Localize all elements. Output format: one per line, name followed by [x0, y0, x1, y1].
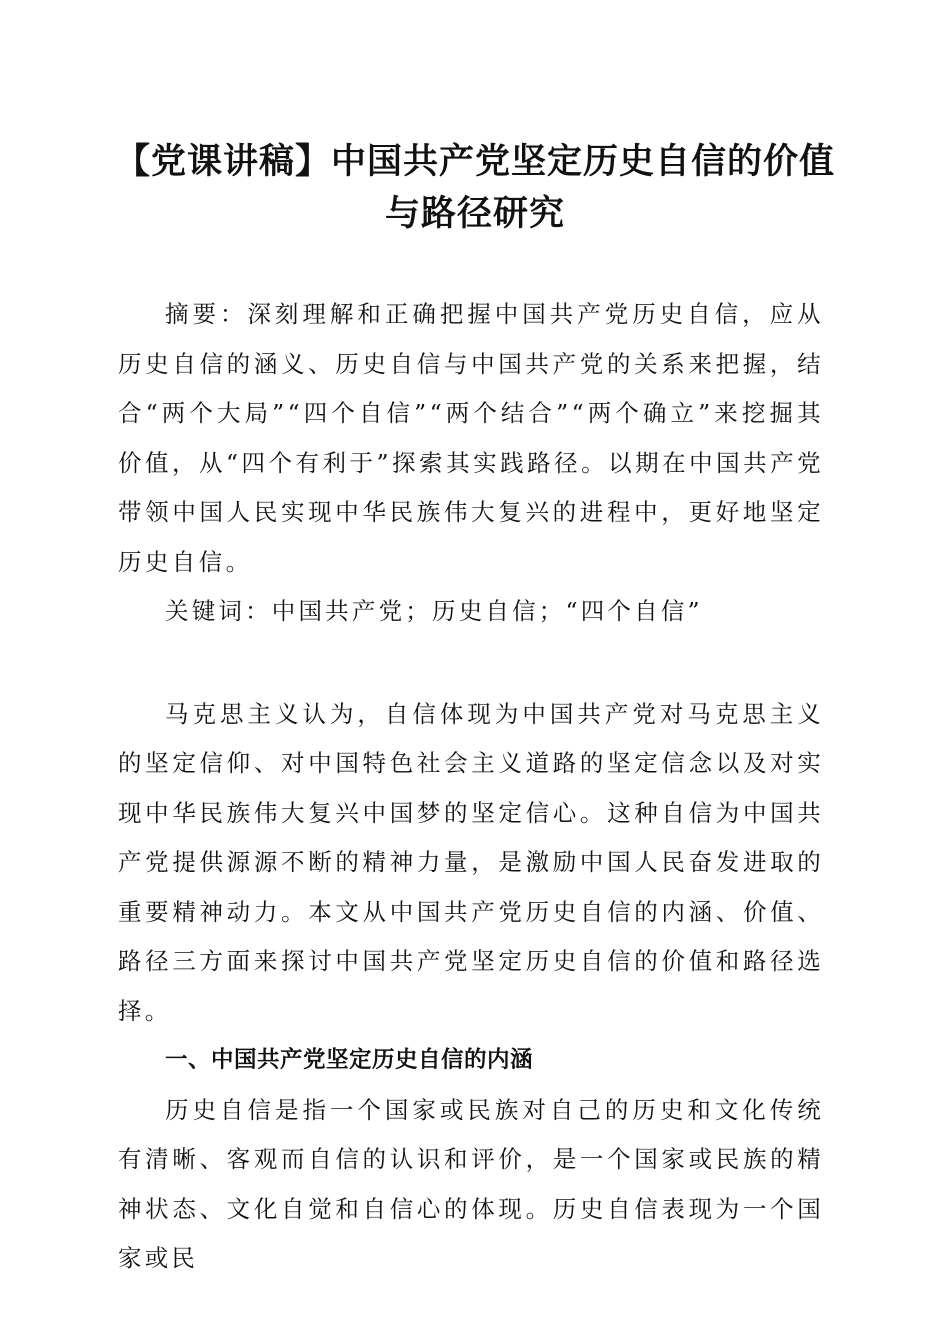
section-1-paragraph: 历史自信是指一个国家或民族对自己的历史和文化传统有清晰、客观而自信的认识和评价，是一个国家或民族的精神状态、文化自觉和自信心的体现。历史自信表现为一个国家或民: [118, 1095, 824, 1272]
keywords-paragraph: 关键词：中国共产党；历史自信；“四个自信”: [165, 597, 703, 625]
title-line-1: 【党课讲稿】中国共产党坚定历史自信的价值: [114, 142, 835, 182]
document-title: [110, 136, 840, 240]
title-line-2: 与路径研究: [384, 194, 565, 234]
document-body: [118, 290, 824, 1284]
paragraph-spacer: [118, 637, 824, 690]
intro-paragraph: 马克思主义认为，自信体现为中国共产党对马克思主义的坚定信仰、对中国特色社会主义道路的坚定信念以及对实现中华民族伟大复兴中国梦的坚定信心。这种自信为中国共产党提供源源不断的精神力量，是激励中国人民奋发进取的重要精神动力。本文从中国共产党历史自信的内涵、价值、路径三方面来探讨中国共产党坚定历史自信的价值和路径选择。: [118, 699, 824, 1025]
abstract-paragraph: 摘要：深刻理解和正确把握中国共产党历史自信，应从历史自信的涵义、历史自信与中国共产党的关系来把握，结合“两个大局”“四个自信”“两个结合”“两个确立”来挖掘其价值，从“四个有利于”探索其实践路径。以期在中国共产党带领中国人民实现中华民族伟大复兴的进程中，更好地坚定历史自信。: [118, 300, 824, 576]
section-heading-1: 一、中国共产党坚定历史自信的内涵: [165, 1047, 534, 1073]
